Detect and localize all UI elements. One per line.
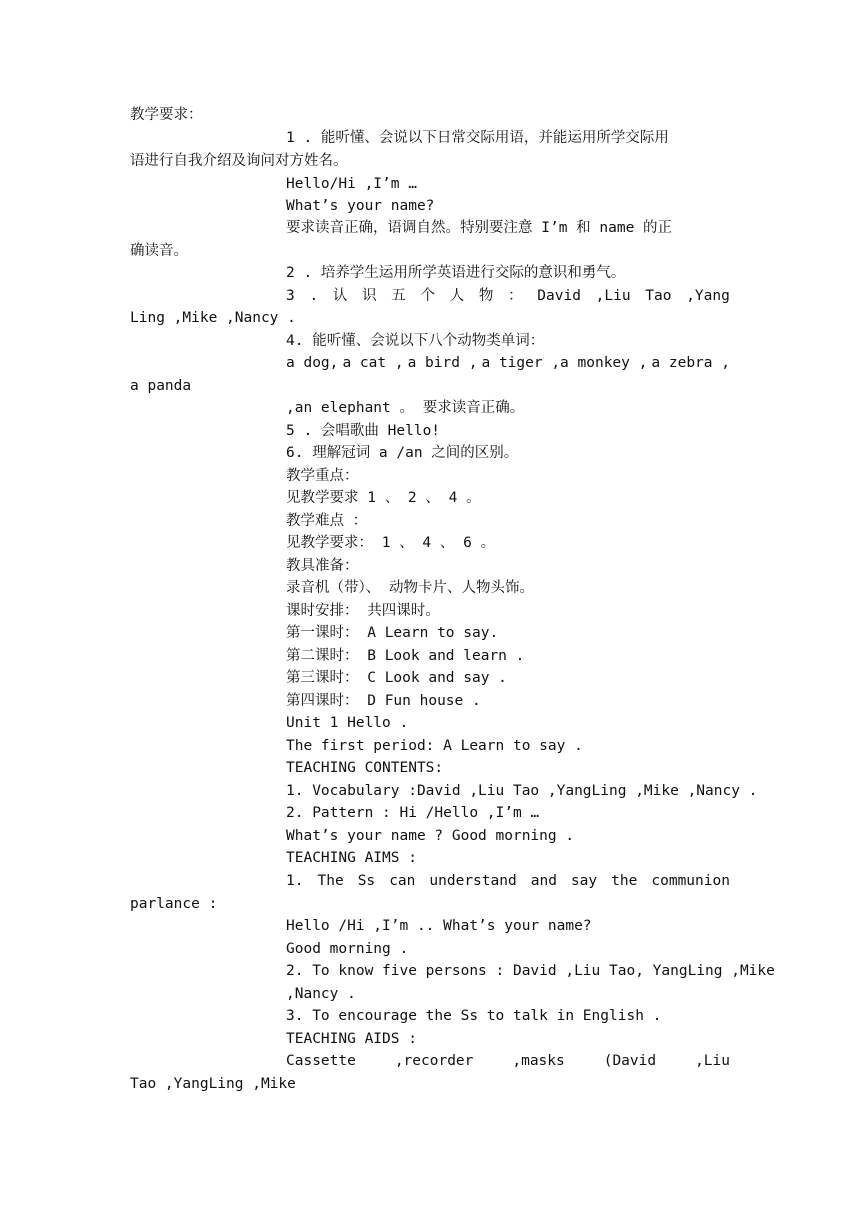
text-line: Good morning . (286, 941, 409, 957)
text-line: 1. Vocabulary :David ,Liu Tao ,YangLing ,Mike ,Nancy . (286, 783, 758, 799)
period-3: 第三课时： C Look and say . (286, 670, 507, 686)
text-line: parlance : (130, 896, 218, 912)
word: a bird , (407, 355, 478, 371)
word: can (389, 873, 416, 889)
text-line: 见教学要求 1 、 2 、 4 。 (286, 490, 481, 506)
word: ,Liu (595, 288, 631, 304)
word: say (570, 873, 598, 889)
word: communion (651, 873, 730, 889)
word: ： (508, 288, 523, 304)
word: the (611, 873, 638, 889)
period-4: 第四课时： D Fun house . (286, 693, 481, 709)
word: a cat , (342, 355, 404, 371)
word: a zebra , (651, 355, 730, 371)
schedule-heading: 课时安排： 共四课时。 (286, 603, 440, 619)
text-line: 要求读音正确，语调自然。特别要注意 I’m 和 name 的正 (286, 220, 673, 236)
word: ,Yang (686, 288, 730, 304)
text-line: 确读音。 (130, 243, 188, 259)
word: 3 (286, 288, 295, 304)
requirement-5: 5 . 会唱歌曲 Hello! (286, 423, 441, 439)
requirement-6: 6. 理解冠词 a /an 之间的区别。 (286, 445, 519, 461)
word: 物 (478, 288, 494, 304)
aids-heading: 教具准备： (286, 558, 359, 574)
word: 人 (449, 288, 465, 304)
word: understand (429, 873, 517, 889)
word: ,masks (512, 1053, 565, 1069)
text-line: Hello/Hi ,I’m … (286, 176, 417, 192)
text-line: Tao ,YangLing ,Mike (130, 1076, 296, 1092)
requirement-1: 1 . 能听懂、会说以下日常交际用语，并能运用所学交际用 (286, 130, 669, 146)
word: Cassette (286, 1053, 356, 1069)
word: and (530, 873, 557, 889)
word: David (537, 288, 581, 304)
word: 个 (420, 288, 435, 304)
text-line: ,an elephant 。 要求读音正确。 (286, 400, 525, 416)
text-line: 2. Pattern : Hi /Hello ,I’m … (286, 805, 540, 821)
teaching-aids-list (286, 1050, 730, 1072)
text-line: Ling ,Mike ,Nancy . (130, 310, 296, 326)
word: . (309, 288, 319, 304)
section-heading: 教学要求： (130, 107, 203, 123)
key-points-heading: 教学重点： (286, 468, 359, 484)
word: a tiger ,a monkey , (481, 355, 648, 371)
word: Tao (645, 288, 672, 304)
text-line: What’s your name ? Good morning . (286, 828, 575, 844)
text-line: What’s your name? (286, 198, 435, 214)
teaching-aids-heading: TEACHING AIDS : (286, 1031, 417, 1047)
requirement-3 (286, 285, 730, 307)
contents-heading: TEACHING CONTENTS: (286, 760, 444, 776)
aim-2: 2. To know five persons : David ,Liu Tao, YangLing ,Mike (286, 963, 775, 979)
word: a dog, (286, 355, 339, 371)
requirement-2: 2 . 培养学生运用所学英语进行交际的意识和勇气。 (286, 265, 626, 281)
word: 1. (286, 873, 304, 889)
text-line: Hello /Hi ,I’m .. What’s your name? (286, 918, 592, 934)
word: 识 (362, 288, 377, 304)
aim-1 (286, 870, 730, 892)
text-line: 见教学要求： 1 、 4 、 6 。 (286, 535, 496, 551)
animal-words (286, 352, 730, 374)
unit-title: Unit 1 Hello . (286, 715, 409, 731)
requirement-4: 4. 能听懂、会说以下八个动物类单词： (286, 333, 545, 349)
text-line: ,Nancy . (286, 986, 356, 1002)
text-line: a panda (130, 378, 192, 394)
aims-heading: TEACHING AIMS : (286, 850, 417, 866)
requirement-1-cont: 语进行自我介绍及询问对方姓名。 (130, 153, 348, 169)
word: 五 (391, 288, 406, 304)
period-title: The first period: A Learn to say . (286, 738, 583, 754)
word: 认 (332, 288, 348, 304)
word: The (317, 873, 344, 889)
word: ,Liu (695, 1053, 730, 1069)
word: (David (603, 1053, 657, 1069)
word: Ss (357, 873, 376, 889)
period-2: 第二课时： B Look and learn . (286, 648, 525, 664)
period-1: 第一课时： A Learn to say. (286, 625, 499, 641)
difficulties-heading: 教学难点 ： (286, 513, 368, 529)
word: ,recorder (394, 1053, 474, 1069)
aim-3: 3. To encourage the Ss to talk in English . (286, 1008, 662, 1024)
text-line: 录音机（带）、 动物卡片、人物头饰。 (286, 580, 534, 596)
